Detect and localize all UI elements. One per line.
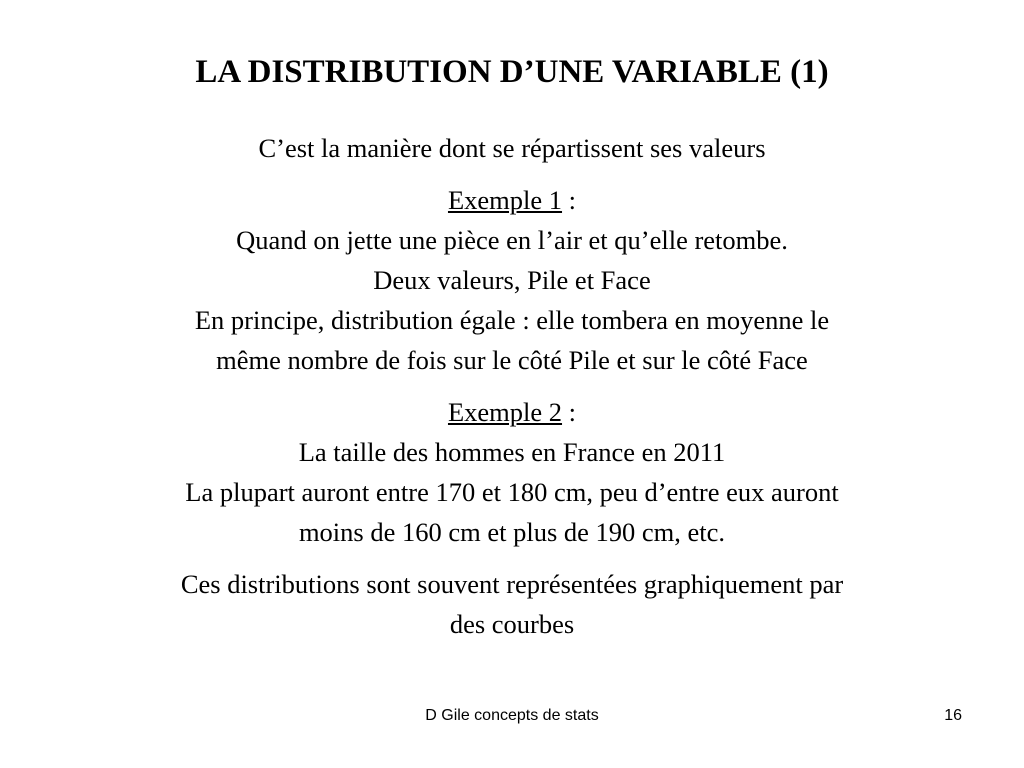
example-2-label: Exemple 2 <box>447 397 563 427</box>
example-2-line: La taille des hommes en France en 2011 <box>298 437 726 467</box>
slide-body <box>70 128 954 644</box>
example-2-paragraph <box>70 392 954 552</box>
intro-paragraph: C’est la manière dont se répartissent ses valeurs <box>258 133 766 163</box>
slide-title: LA DISTRIBUTION D’UNE VARIABLE (1) <box>195 54 829 90</box>
example-1-heading <box>70 180 954 220</box>
example-1-line: Deux valeurs, Pile et Face <box>373 265 651 295</box>
example-1-line: En principe, distribution égale : elle tombera en moyenne le <box>194 305 830 335</box>
example-2-line: La plupart auront entre 170 et 180 cm, peu d’entre eux auront <box>185 477 839 507</box>
footer-author: D Gile concepts de stats <box>425 707 599 724</box>
example-1-colon: : <box>562 185 577 215</box>
conclusion-paragraph <box>70 564 954 644</box>
example-1-line: Quand on jette une pièce en l’air et qu’elle retombe. <box>236 225 788 255</box>
conclusion-line: Ces distributions sont souvent représentées graphiquement par <box>180 569 844 599</box>
conclusion-line: des courbes <box>449 609 575 639</box>
example-2-colon: : <box>562 397 577 427</box>
example-1-paragraph <box>70 180 954 380</box>
example-1-label: Exemple 1 <box>447 185 563 215</box>
page-number: 16 <box>944 707 962 724</box>
example-1-line: même nombre de fois sur le côté Pile et sur le côté Face <box>216 345 808 375</box>
example-2-line: moins de 160 cm et plus de 190 cm, etc. <box>298 517 726 547</box>
example-2-heading <box>70 392 954 432</box>
